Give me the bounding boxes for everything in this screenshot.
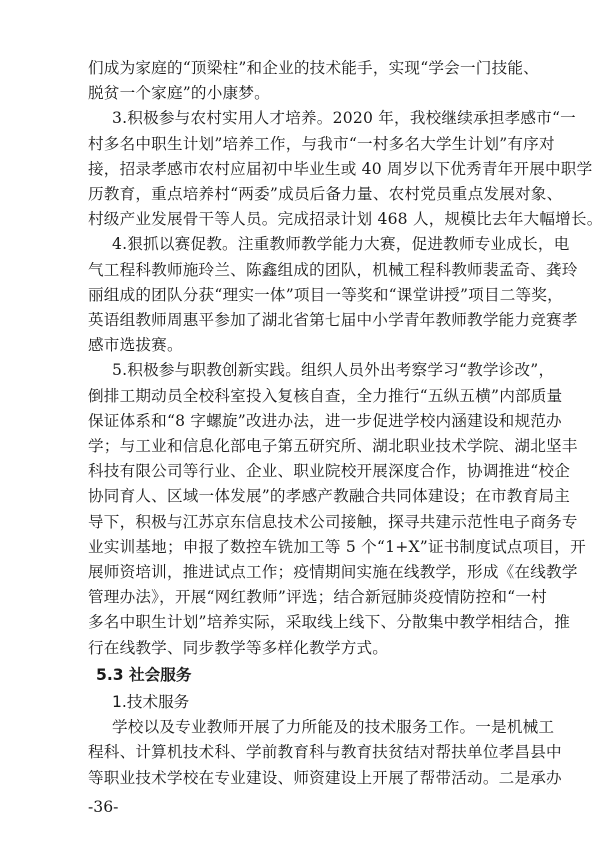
text-line: 们成为家庭的“顶梁柱”和企业的技术能手，实现“学会一门技能、 (88, 59, 539, 77)
text-line: 村级产业发展骨干等人员。完成招录计划 468 人，规模比去年大幅增长。 (88, 210, 603, 229)
text-line: 丽组成的团队分获“理实一体”项目一等奖和“课堂讲授”项目二等奖， (88, 285, 563, 304)
text-line: 倒排工期动员全校科室投入复核自查，全力推行“五纵五横”内部质量 (88, 386, 563, 405)
text-line: 等职业技术学校在专业建设、师资建设上开展了帮带活动。二是承办 (88, 768, 562, 787)
page-number: -36- (88, 797, 119, 816)
text-line: 村多名中职生计划”培养工作，与我市“一村多名大学生计划”有序对 (88, 134, 555, 153)
text-line: 英语组教师周惠平参加了湖北省第七届中小学青年教师教学能力竞赛孝 (88, 311, 578, 329)
text-line: 学；与工业和信息化部电子第五研究所、湖北职业技术学院、湖北坚丰 (88, 437, 578, 455)
sub-heading: 1.技术服务 (112, 693, 190, 711)
section-heading: 5.3 社会服务 (96, 665, 192, 684)
text-line: 3.积极参与农村实用人才培养。2020 年，我校继续承担孝感市“一 (112, 109, 576, 128)
text-line: 脱贫一个家庭”的小康梦。 (88, 84, 270, 103)
text-line: 学校以及专业教师开展了力所能及的技术服务工作。一是机械工 (112, 718, 555, 737)
text-line: 气工程科教师施玲兰、陈鑫组成的团队，机械工程科教师裴孟奇、龚玲 (88, 260, 578, 279)
text-line: 导下，积极与江苏京东信息技术公司接触，探寻共建示范性电子商务专 (88, 512, 578, 531)
text-line: 4.狠抓以赛促教。注重教师教学能力大赛，促进教师专业成长，电 (112, 235, 570, 254)
text-line: 科技有限公司等行业、企业、职业院校开展深度合作，协调推进“校企 (88, 462, 570, 481)
text-line: 程科、计算机技术科、学前教育科与教育扶贫结对帮扶单位孝昌县中 (88, 743, 562, 762)
text-line: 多名中职生计划”培养实际，采取线上线下、分散集中教学相结合，推 (88, 613, 570, 632)
text-line: 行在线教学、同步教学等多样化教学方式。 (88, 638, 389, 657)
text-line: 保证体系和“8 字螺旋”改进办法，进一步促进学校内涵建设和规范办 (88, 411, 562, 430)
text-line: 业实训基地；申报了数控车铣加工等 5 个“1+X”证书制度试点项目，开 (88, 537, 586, 556)
text-line: 接，招录孝感市农村应届初中毕业生或 40 周岁以下优秀青年开展中职学 (88, 159, 593, 178)
text-line: 5.积极参与职教创新实践。组织人员外出考察学习“教学诊改”， (112, 361, 555, 380)
text-line: 协同育人、区域一体发展”的孝感产教融合共同体建设；在市教育局主 (88, 487, 570, 506)
text-line: 历教育，重点培养村“两委”成员后备力量、农村党员重点发展对象、 (88, 185, 563, 203)
text-line: 感市选拔赛。 (88, 336, 183, 355)
text-line: 管理办法》，开展“网红教师”评选；结合新冠肺炎疫情防控和“一村 (88, 588, 547, 607)
text-line: 展师资培训，推进试点工作；疫情期间实施在线教学，形成《在线教学 (88, 563, 578, 581)
